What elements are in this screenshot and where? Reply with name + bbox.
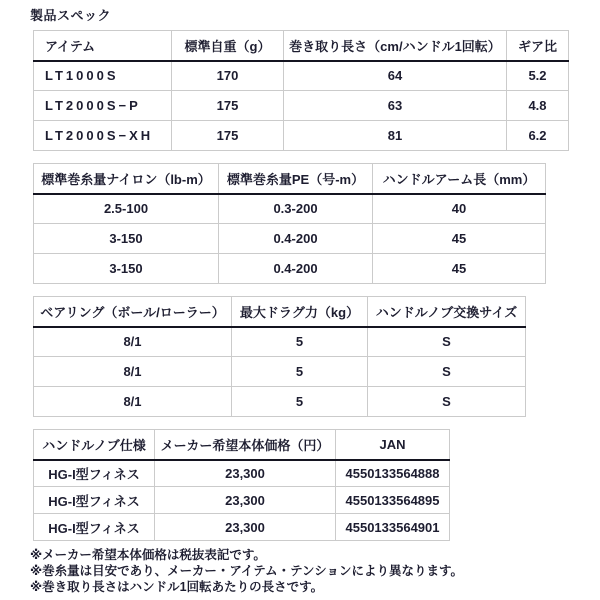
knob-size-cell: S [368, 327, 526, 357]
weight-cell: 170 [172, 61, 284, 91]
table-row [34, 121, 569, 151]
table-row [34, 224, 546, 254]
header-row [34, 430, 450, 460]
price-cell: 23,300 [155, 514, 336, 541]
col-header-nylon-capacity: 標準巻糸量ナイロン（lb-m） [34, 164, 219, 194]
nylon-capacity-cell: 3-150 [34, 224, 219, 254]
handle-arm-length-cell: 45 [373, 254, 546, 284]
spec-table-bearing-drag [33, 296, 526, 417]
table-row [34, 254, 546, 284]
footnotes [30, 547, 600, 595]
header-row [34, 31, 569, 61]
col-header-retrieve: 巻き取り長さ（cm/ハンドル1回転） [284, 31, 507, 61]
item-name-cell: LT1000S [34, 61, 172, 91]
item-name-cell: LT2000S−P [34, 91, 172, 121]
table-row [34, 387, 526, 417]
jan-code-cell: 4550133564895 [336, 487, 450, 514]
footnote: ※巻糸量は目安であり、メーカー・アイテム・テンションにより異なります。 [30, 564, 463, 578]
col-header-handle-arm-length: ハンドルアーム長（mm） [373, 164, 546, 194]
spec-table-weight-gear [33, 30, 569, 151]
retrieve-cell: 81 [284, 121, 507, 151]
knob-spec-cell: HG-I型フィネス [34, 487, 155, 514]
bearing-cell: 8/1 [34, 387, 232, 417]
gear-ratio-cell: 6.2 [507, 121, 569, 151]
col-header-knob-spec: ハンドルノブ仕様 [34, 430, 155, 460]
jan-code-cell: 4550133564888 [336, 460, 450, 487]
knob-size-cell: S [368, 387, 526, 417]
nylon-capacity-cell: 2.5-100 [34, 194, 219, 224]
pe-capacity-cell: 0.3-200 [219, 194, 373, 224]
table-row [34, 327, 526, 357]
handle-arm-length-cell: 40 [373, 194, 546, 224]
knob-spec-cell: HG-I型フィネス [34, 460, 155, 487]
knob-spec-cell: HG-I型フィネス [34, 514, 155, 541]
handle-arm-length-cell: 45 [373, 224, 546, 254]
spec-table-line-capacity [33, 163, 546, 284]
col-header-jan: JAN [336, 430, 450, 460]
table-row [34, 357, 526, 387]
col-header-weight: 標準自重（g） [172, 31, 284, 61]
gear-ratio-cell: 5.2 [507, 61, 569, 91]
weight-cell: 175 [172, 91, 284, 121]
gear-ratio-cell: 4.8 [507, 91, 569, 121]
col-header-gear-ratio: ギア比 [507, 31, 569, 61]
knob-size-cell: S [368, 357, 526, 387]
footnote: ※巻き取り長さはハンドル1回転あたりの長さです。 [30, 580, 324, 594]
item-name-cell: LT2000S−XH [34, 121, 172, 151]
table-row [34, 61, 569, 91]
col-header-price: メーカー希望本体価格（円） [155, 430, 336, 460]
col-header-knob-size: ハンドルノブ交換サイズ [368, 297, 526, 327]
nylon-capacity-cell: 3-150 [34, 254, 219, 284]
col-header-max-drag: 最大ドラグ力（kg） [232, 297, 368, 327]
col-header-item: アイテム [34, 31, 172, 61]
pe-capacity-cell: 0.4-200 [219, 254, 373, 284]
spec-table-knob-price-jan [33, 429, 450, 541]
header-row [34, 297, 526, 327]
page-title: 製品スペック [30, 8, 112, 23]
col-header-bearing: ベアリング（ボール/ローラー） [34, 297, 232, 327]
table-row [34, 91, 569, 121]
table-row [34, 514, 450, 541]
footnote: ※メーカー希望本体価格は税抜表記です。 [30, 548, 266, 562]
col-header-pe-capacity: 標準巻糸量PE（号-m） [219, 164, 373, 194]
max-drag-cell: 5 [232, 327, 368, 357]
retrieve-cell: 64 [284, 61, 507, 91]
price-cell: 23,300 [155, 460, 336, 487]
retrieve-cell: 63 [284, 91, 507, 121]
pe-capacity-cell: 0.4-200 [219, 224, 373, 254]
max-drag-cell: 5 [232, 387, 368, 417]
table-row [34, 487, 450, 514]
bearing-cell: 8/1 [34, 327, 232, 357]
header-row [34, 164, 546, 194]
jan-code-cell: 4550133564901 [336, 514, 450, 541]
max-drag-cell: 5 [232, 357, 368, 387]
table-row [34, 194, 546, 224]
table-row [34, 460, 450, 487]
weight-cell: 175 [172, 121, 284, 151]
bearing-cell: 8/1 [34, 357, 232, 387]
price-cell: 23,300 [155, 487, 336, 514]
